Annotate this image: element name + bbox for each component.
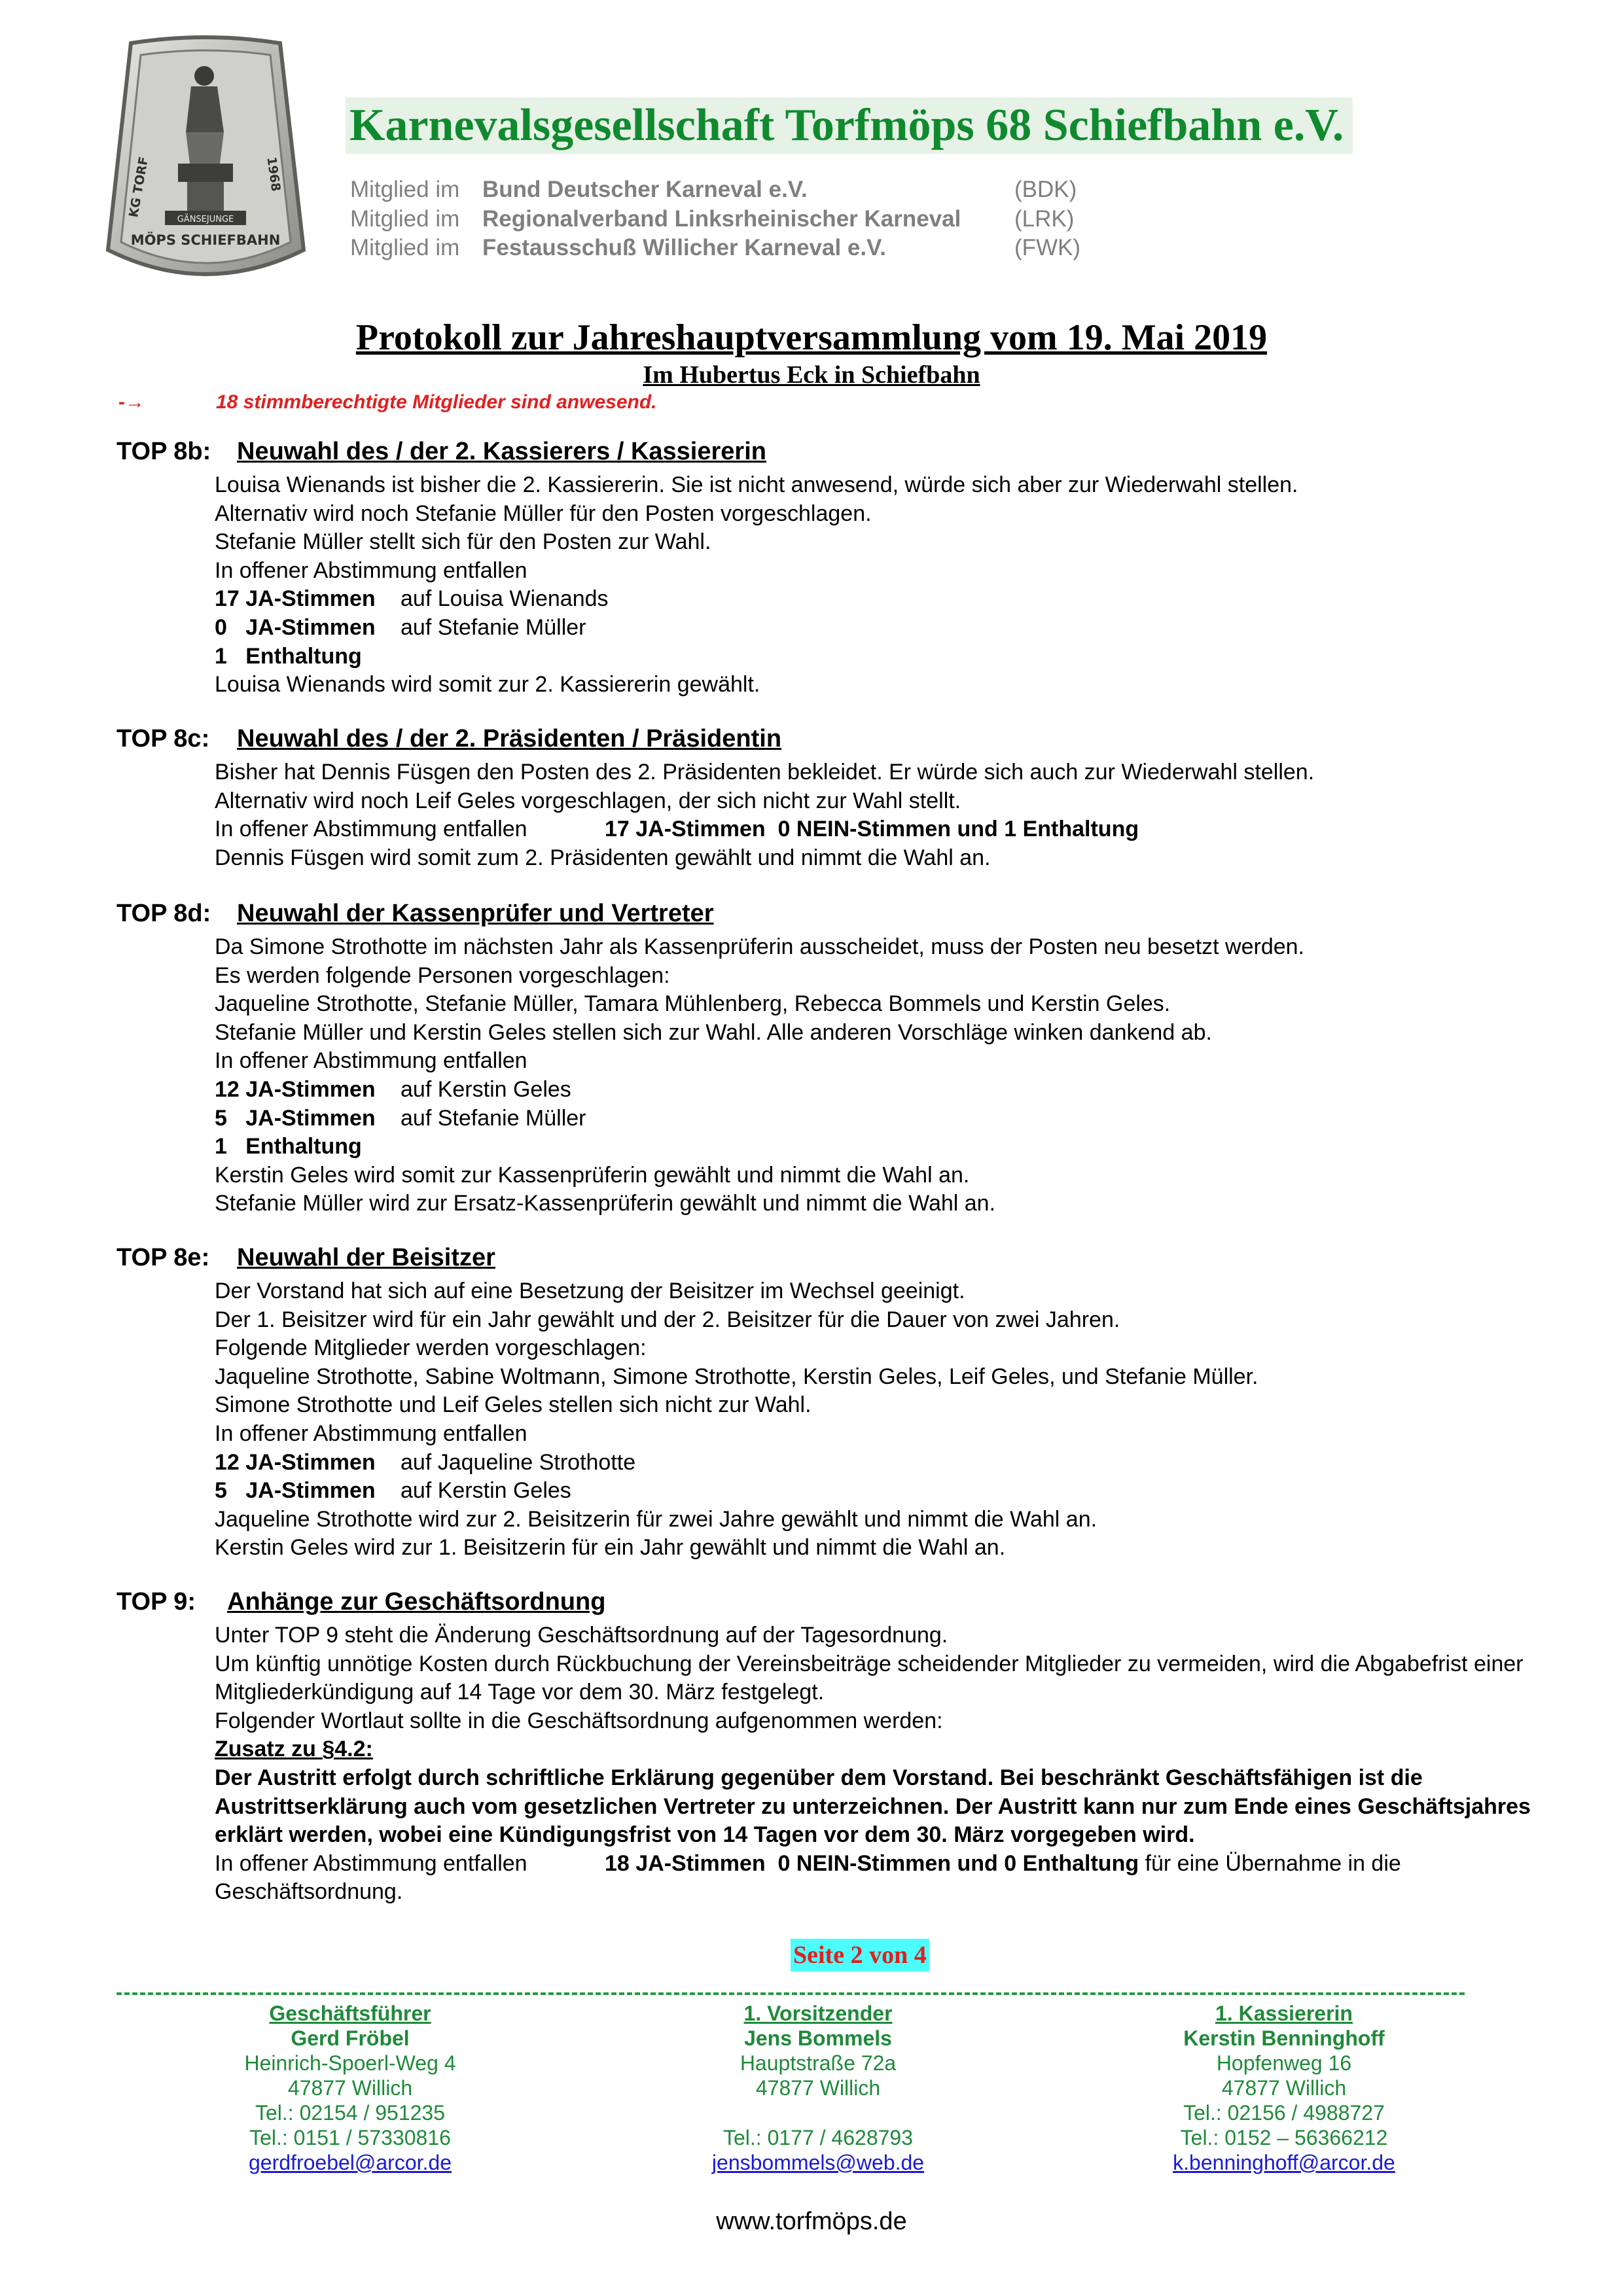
result-line: Kerstin Geles wird somit zur Kassenprüferin gewählt und nimmt die Wahl an. [215,1162,970,1188]
text-line: Der Vorstand hat sich auf eine Besetzung der Beisitzer im Wechsel geeinigt. [215,1279,965,1303]
vote-count: 0 JA-Stimmen [215,614,376,640]
text-line: Der 1. Beisitzer wird für ein Jahr gewählt und der 2. Beisitzer für die Dauer von zwei Jahren. [215,1307,1120,1332]
section-heading [0,1582,1623,1621]
vote-target: auf Stefanie Müller [401,1105,586,1131]
section-title: Anhänge zur Geschäftsordnung [227,1588,606,1616]
contact-mobile: Tel.: 0151 / 57330816 [249,2126,451,2149]
section-title: Neuwahl des / der 2. Präsidenten / Präsidentin [237,725,782,752]
section-top9 [0,1582,1623,1907]
vote-intro: In offener Abstimmung entfallen [215,1850,527,1876]
vote-line [215,1104,1550,1133]
membership-abbr: (BDK) [1014,177,1077,202]
section-title: Neuwahl des / der 2. Kassierers / Kassiererin [237,438,766,465]
vote-count: 17 JA-Stimmen [215,586,376,612]
contact-street: Hopfenweg 16 [1216,2051,1352,2075]
membership-org: Regionalverband Linksrheinischer Karneval [482,206,961,232]
vote-line [215,614,1550,643]
contact-street: Heinrich-Spoerl-Weg 4 [244,2051,456,2075]
text-line: Simone Strothotte und Leif Geles stellen sich nicht zur Wahl. [215,1392,812,1418]
vote-intro: In offener Abstimmung entfallen [215,817,527,842]
vote-count: 5 JA-Stimmen [215,1478,376,1504]
text-line: Alternativ wird noch Leif Geles vorgeschlagen, der sich nicht zur Wahl stellt. [215,788,961,813]
vote-line [215,1477,1550,1506]
contact-phone: Tel.: 02154 / 951235 [255,2101,445,2125]
membership-abbr: (FWK) [1014,235,1081,260]
result-line: Louisa Wienands wird somit zur 2. Kassiererin gewählt. [215,672,760,698]
protocol-title: Protokoll zur Jahreshauptversammlung vom 19. Mai 2019 [355,317,1268,358]
club-logo [105,34,307,292]
contact-city: 47877 Willich [1221,2076,1347,2100]
vote-count: 5 JA-Stimmen [215,1105,376,1131]
result-line: Stefanie Müller wird zur Ersatz-Kassenprüferin gewählt und nimmt die Wahl an. [215,1191,996,1216]
result-line: Dennis Füsgen wird somit zum 2. Präsidenten gewählt und nimmt die Wahl an. [215,845,991,870]
vote-line [215,1449,1550,1477]
section-heading [0,894,1623,933]
vote-count: 1 Enthaltung [215,643,362,669]
section-heading [0,1238,1623,1277]
result-line: Kerstin Geles wird zur 1. Beisitzerin für ein Jahr gewählt und nimmt die Wahl an. [215,1535,1006,1561]
vote-target: auf Kerstin Geles [401,1478,571,1504]
contact-phone: Tel.: 02156 / 4988727 [1183,2101,1385,2125]
section-label: TOP 9: [116,1588,196,1616]
result-line: Jaqueline Strothotte wird zur 2. Beisitzerin für zwei Jahre gewählt und nimmt die Wahl an. [215,1506,1097,1532]
protocol-subtitle: Im Hubertus Eck in Schiefbahn [643,361,980,389]
membership-abbr: (LRK) [1014,206,1075,232]
page-number: Seite 2 von 4 [791,1939,929,1971]
section-title: Neuwahl der Beisitzer [237,1244,495,1271]
vote-result: 18 JA-Stimmen 0 NEIN-Stimmen und 0 Enthaltung [605,1850,1139,1876]
logo-right-text: 1968 [264,156,283,192]
text-line: Da Simone Strothotte im nächsten Jahr als Kassenprüferin ausscheidet, muss der Posten neu besetzt werden. [215,934,1305,959]
attendance-text: 18 stimmberechtigte Mitglieder sind anwesend. [216,391,657,413]
contact-street: Hauptstraße 72a [740,2051,897,2075]
vote-line [215,1133,1550,1161]
footer-contact-geschaeftsfuehrer [95,2001,605,2175]
contact-role: 1. Vorsitzender [743,2002,893,2025]
contact-name: Gerd Fröbel [291,2026,410,2050]
membership-prefix: Mitglied im [350,206,460,232]
section-label: TOP 8e: [116,1244,210,1271]
contact-email-link[interactable]: jensbommels@web.de [711,2151,925,2174]
vote-count: 12 JA-Stimmen [215,1076,376,1102]
contact-city: 47877 Willich [755,2076,881,2100]
section-label: TOP 8c: [116,725,210,752]
contact-email-link[interactable]: k.benninghoff@arcor.de [1173,2151,1395,2174]
vote-result: 17 JA-Stimmen 0 NEIN-Stimmen und 1 Enthaltung [605,817,1139,842]
text-line: Jaqueline Strothotte, Stefanie Müller, Tamara Mühlenberg, Rebecca Bommels und Kerstin Geles. [215,991,1171,1017]
vote-count: 12 JA-Stimmen [215,1449,376,1475]
contact-phone [563,2100,1073,2125]
addendum-text: Der Austritt erfolgt durch schriftliche Erklärung gegenüber dem Vorstand. Bei beschränkt Geschäftsfähigen ist die Austrittserklärung auch vom gesetzlichen Vertreter zu unterzeichnen. Der Austritt kann nur zum Ende eines Geschäftsjahres erklärt werden, wobei eine Kündigungsfrist von 14 Tagen vor dem 30. März vorgegeben wird. [215,1765,1531,1848]
text-line: Es werden folgende Personen vorgeschlagen: [215,963,670,988]
section-top8e [0,1238,1623,1563]
contact-email-link[interactable]: gerdfroebel@arcor.de [249,2151,452,2174]
section-heading [0,432,1623,471]
contact-name: Kerstin Benninghoff [1183,2026,1385,2050]
section-heading [0,719,1623,758]
contact-mobile: Tel.: 0152 – 56366212 [1180,2126,1388,2149]
section-top8b [0,432,1623,699]
vote-tail: für eine Übernahme in die Geschäftsordnung. [215,1850,1401,1905]
vote-line [215,585,1550,614]
contact-role: 1. Kassiererin [1215,2002,1353,2025]
vote-line [215,1850,1550,1907]
vote-line [215,1076,1550,1104]
addendum-label: Zusatz zu §4.2: [215,1737,373,1762]
vote-count: 1 Enthaltung [215,1134,362,1159]
section-body [215,758,1550,872]
section-body [215,1621,1550,1907]
section-top8c [0,719,1623,872]
vote-target: auf Louisa Wienands [401,586,609,612]
logo-left-text: KG TORF [126,155,152,219]
section-body [215,1277,1550,1563]
text-line: Bisher hat Dennis Füsgen den Posten des 2. Präsidenten bekleidet. Er würde sich auch zur Wiederwahl stellen. [215,760,1315,785]
membership-prefix: Mitglied im [350,177,460,202]
footer-contact-kassiererin [1029,2001,1539,2175]
footer-contact-vorsitzender [563,2001,1073,2175]
section-title: Neuwahl der Kassenprüfer und Vertreter [237,900,714,927]
text-line: Louisa Wienands ist bisher die 2. Kassiererin. Sie ist nicht anwesend, würde sich aber zur Wiederwahl stellen. [215,472,1298,497]
logo-bottom-text: MÖPS SCHIEFBAHN [130,232,281,248]
contact-mobile: Tel.: 0177 / 4628793 [722,2126,913,2149]
vote-line [215,643,1550,671]
text-line: Stefanie Müller und Kerstin Geles stellen sich zur Wahl. Alle anderen Vorschläge winken dankend ab. [215,1019,1212,1045]
club-title: Karnevalsgesellschaft Torfmöps 68 Schiefbahn e.V. [346,97,1353,154]
text-line: Folgende Mitglieder werden vorgeschlagen: [215,1335,647,1361]
logo-top-text: GÄNSEJUNGE [177,215,234,224]
text-line: Folgender Wortlaut sollte in die Geschäftsordnung aufgenommen werden: [215,1708,943,1733]
section-label: TOP 8d: [116,900,211,927]
vote-target: auf Jaqueline Strothotte [401,1449,636,1475]
section-label: TOP 8b: [116,438,211,465]
text-line: Jaqueline Strothotte, Sabine Woltmann, Simone Strothotte, Kerstin Geles, Leif Geles, und Stefanie Müller. [215,1364,1258,1389]
section-body [215,471,1550,699]
contact-role: Geschäftsführer [269,2002,431,2025]
vote-line [215,815,1550,844]
contact-city: 47877 Willich [287,2076,413,2100]
text-line: In offener Abstimmung entfallen [215,1048,527,1074]
arrow-right-icon: -→ [118,391,145,413]
vote-target: auf Kerstin Geles [401,1076,571,1102]
footer-divider [116,1992,1465,1995]
text-line: Alternativ wird noch Stefanie Müller für den Posten vorgeschlagen. [215,501,872,526]
website-link[interactable]: www.torfmöps.de [716,2208,907,2235]
vote-target: auf Stefanie Müller [401,614,586,640]
text-line: In offener Abstimmung entfallen [215,557,527,583]
contact-name: Jens Bommels [744,2026,892,2050]
text-paragraph: Um künftig unnötige Kosten durch Rückbuchung der Vereinsbeiträge scheidender Mitglieder zu vermeiden, wird die Abgabefrist einer Mitgliederkündigung auf 14 Tage vor dem 30. März festgelegt. [215,1651,1524,1705]
membership-org: Festausschuß Willicher Karneval e.V. [482,235,886,260]
text-line: Stefanie Müller stellt sich für den Posten zur Wahl. [215,529,711,555]
text-line: Unter TOP 9 steht die Änderung Geschäftsordnung auf der Tagesordnung. [215,1623,948,1648]
text-line: In offener Abstimmung entfallen [215,1421,527,1446]
membership-org: Bund Deutscher Karneval e.V. [482,177,808,202]
membership-prefix: Mitglied im [350,235,460,260]
section-body [215,933,1550,1218]
section-top8d [0,894,1623,1218]
